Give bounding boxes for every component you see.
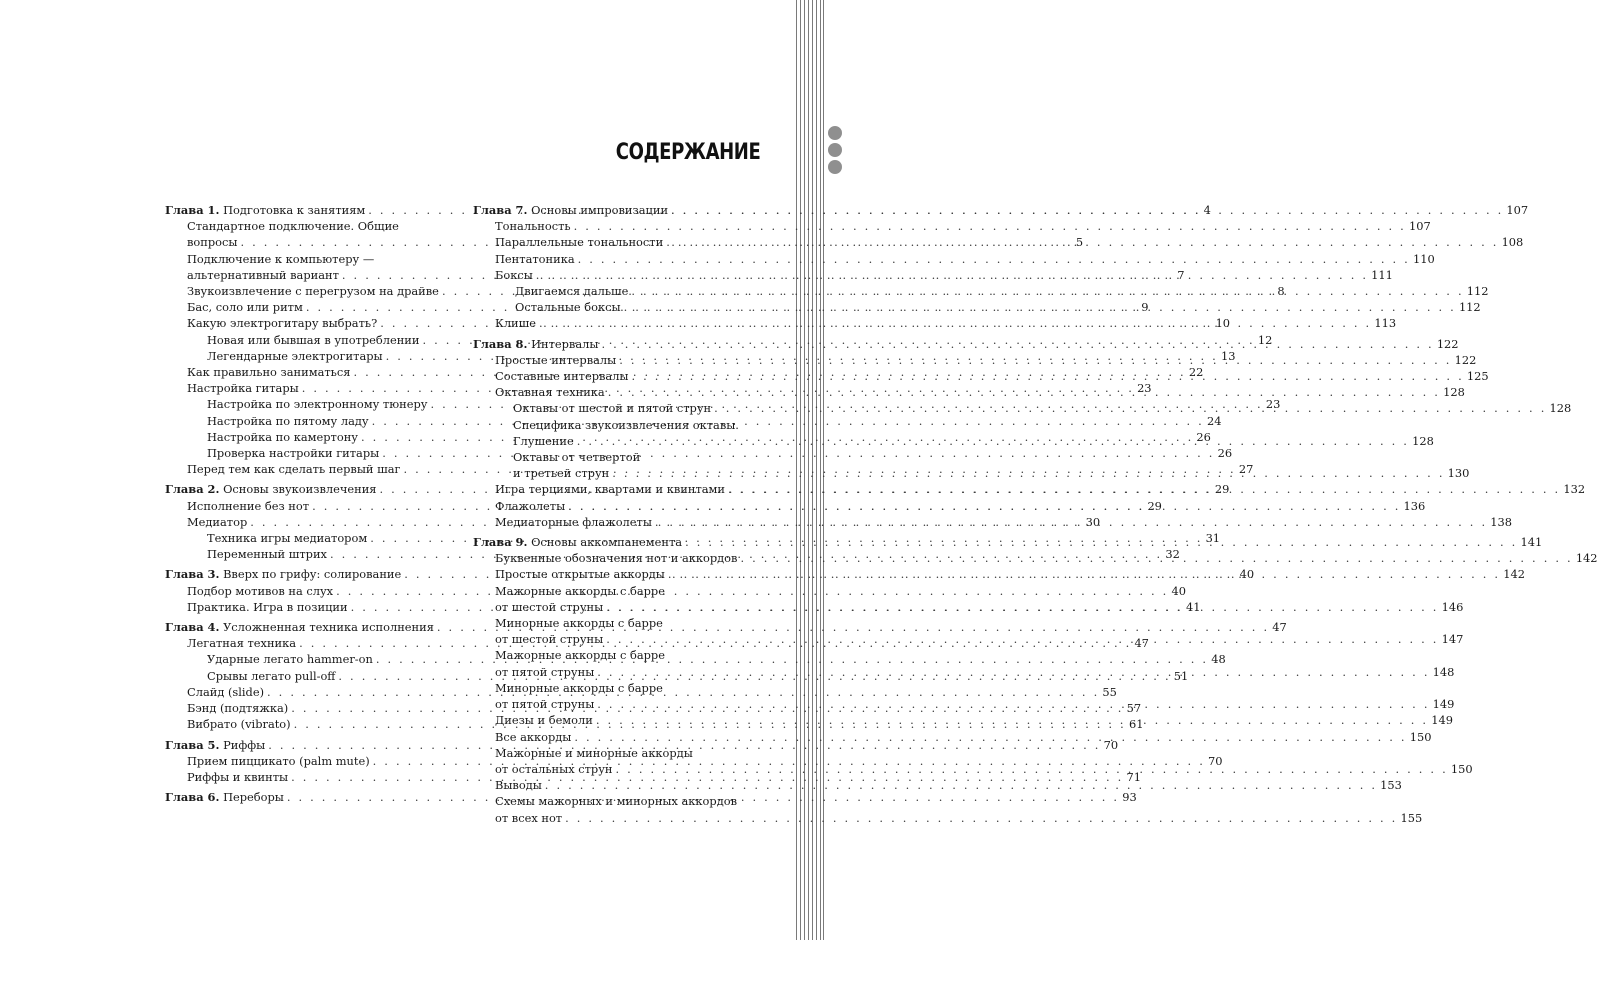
dot-leader [616,761,1448,777]
toc-entry-text: Подбор мотивов на слух [187,583,334,598]
page-number: 31 [1205,531,1221,546]
page-number: 48 [1211,652,1226,667]
toc-entry-title [495,777,542,793]
page-number: 55 [1102,684,1117,699]
toc-entry-text: Риффы [223,737,266,752]
toc-entry-text: Техника игры медиатором [207,531,368,546]
dot-leader [536,267,1368,283]
toc-entry-title [473,534,682,550]
toc-entry-title [187,583,333,599]
toc-entry-title [187,514,247,530]
toc-chapter-entry[interactable] [473,202,1529,218]
toc-entry-text: Риффы и квинты [187,769,289,784]
toc-entry-text: вопросы [187,235,238,250]
toc-entry-title [473,336,598,352]
toc-entry-text: от остальных струн [495,761,613,776]
toc-entry-text: Новая или бывшая в употреблении [207,332,420,347]
dot-leader [606,631,1438,647]
page-number: 112 [1458,300,1481,315]
toc-entry-title [495,315,536,331]
toc-entry-text: Медиатор [187,514,248,529]
dot-marker [828,126,842,140]
toc-entry-title-line: Мажорные и минорные аккорды [495,745,693,760]
page-number: 122 [1454,352,1477,367]
toc-entry-text: Прием пиццикато (palm mute) [187,753,370,768]
page-number: 27 [1238,462,1254,477]
page-number: 107 [1408,219,1431,234]
page-number: 122 [1436,336,1459,351]
dot-leader [606,599,1438,615]
toc-entry-title [207,668,335,684]
toc-entry-title [187,753,370,769]
toc-entry-title [495,712,593,728]
page-number: 128 [1549,401,1572,416]
toc-entry-text: от пятой струны [495,697,595,712]
page-number: 149 [1432,697,1455,712]
page-number: 9 [1141,300,1149,315]
toc-entry-title [187,267,339,283]
page-number: 40 [1239,567,1255,582]
page-number: 13 [1220,348,1236,363]
toc-entry-title [495,631,603,647]
page-number: 130 [1447,466,1470,481]
toc-entry-text: Легендарные электрогитары [207,348,383,363]
toc-entry-text: Диезы и бемоли [495,713,593,728]
toc-entry-text: Выводы [495,778,542,793]
toc-entry-title [207,348,383,364]
page-number: 128 [1443,385,1465,400]
toc-entry-text: Бас, соло или ритм [187,300,303,315]
page-number: 142 [1575,551,1598,566]
toc-entry-text: Тональность [495,219,571,234]
page-number: 61 [1129,717,1144,732]
toc-entry-title [165,481,376,497]
toc-entry-title [513,400,711,416]
page-number: 32 [1165,547,1180,562]
toc-entry-title [165,566,401,582]
page-number: 7 [1177,267,1185,282]
page-number: 70 [1103,737,1119,752]
toc-entry-text: Все аккорды [495,729,572,744]
toc-entry-title [187,599,348,615]
toc-entry-title [207,651,373,667]
toc-entry-text: Клише [495,316,536,331]
dot-leader [574,218,1406,234]
toc-entry[interactable] [473,615,1464,647]
toc-entry-title-line: Минорные аккорды с барре [495,616,663,631]
chapter-number: Глава 5. [165,737,220,752]
toc-entry-text: Простые открытые аккорды [495,567,665,582]
toc-entry-text: Как правильно заниматься [187,365,351,380]
dot-leader [714,400,1546,416]
dot-leader [612,465,1444,481]
page-number: 110 [1413,251,1435,266]
page-number: 128 [1412,433,1434,448]
page-number: 150 [1450,761,1473,776]
toc-entry-title-line: Минорные аккорды с барре [495,680,663,695]
toc-entry-title [187,498,309,514]
toc-entry-title-line: Специфика звукоизвлечения октавы. [513,417,739,432]
toc-entry-title [495,761,613,777]
toc-entry-text: Звукоизвлечение с перегрузом на драйве [187,284,439,299]
toc-entry-text: Октавы от шестой и пятой струн [513,401,712,416]
toc-entry-text: от всех нот [495,810,563,825]
chapter-number: Глава 4. [165,620,220,635]
toc-entry-title [187,461,400,477]
toc-chapter-entry[interactable] [473,336,1459,352]
toc-entry-text: от пятой струны [495,664,595,679]
chapter-number: Глава 6. [165,790,220,805]
toc-entry-text: Составные интервалы [495,369,629,384]
toc-entry-title-line: Мажорные аккорды с барре [495,583,665,598]
toc-entry[interactable] [473,251,1435,267]
dot-leader [574,729,1406,745]
toc-entry[interactable] [473,234,1524,250]
toc-entry-text: Исполнение без нот [187,498,310,513]
toc-entry-title [187,684,264,700]
dot-leader [624,299,1456,315]
toc-entry-title [187,364,350,380]
dot-marker [828,143,842,157]
toc-entry-text: Параллельные тональности [495,235,664,250]
toc-entry-title [495,368,629,384]
page-number: 146 [1441,599,1464,614]
toc-entry-title [187,234,237,250]
toc-entry-title-line: Подключение к компьютеру — [187,251,375,266]
page-number: 47 [1272,620,1287,635]
page-number: 12 [1257,332,1273,347]
toc-entry-text: Ударные легато hammer-on [207,652,373,667]
page-number: 23 [1137,381,1152,396]
page-number: 107 [1506,203,1529,217]
toc-entry-title-line: Стандартное подключение. Общие [187,219,399,234]
chapter-number: Глава 1. [165,203,220,217]
page-number: 57 [1126,701,1142,716]
toc-entry-title [495,352,616,368]
dot-leader [597,664,1429,680]
dot-leader [596,712,1428,728]
page-number: 47 [1134,636,1149,651]
page-number: 23 [1265,397,1281,412]
dot-leader [632,368,1464,384]
dot-leader [578,251,1410,267]
toc-entry-text: Какую электрогитару выбрать? [187,316,378,331]
page-number: 22 [1188,365,1204,380]
dot-leader [631,283,1463,299]
toc-entry-text: Октавная техника [495,385,605,400]
page-number: 113 [1374,316,1397,331]
toc-entry-text: Настройка гитары [187,381,299,396]
chapter-number: Глава 2. [165,482,220,497]
toc-entry-text: Основы аккомпанемента [531,535,683,550]
dot-leader [619,352,1451,368]
toc-entry-title [515,283,628,299]
page-number: 149 [1431,713,1453,728]
chapter-number: Глава 8. [473,336,528,351]
toc-entry-title [513,433,574,449]
toc-entry-title [207,530,367,546]
toc-entry-title [187,769,288,785]
page-number: 4 [1203,203,1211,217]
toc-entry-title [495,696,594,712]
toc-entry-title [495,599,603,615]
toc-entry-title [207,396,427,412]
page-number: 8 [1277,284,1285,299]
toc-entry-title [495,251,575,267]
page-number: 71 [1126,769,1141,784]
toc-entry-title [187,299,303,315]
toc-entry-text: Проверка настройки гитары [207,446,380,461]
toc-entry-title [513,465,609,481]
dot-marker [828,160,842,174]
chapter-number: Глава 3. [165,567,220,582]
toc-entry-title [495,514,652,530]
toc-entry-title [165,619,434,635]
toc-entry-title-line: Мажорные аккорды с барре [495,648,665,663]
page-number: 70 [1208,753,1223,768]
page-number: 40 [1171,583,1186,598]
page-number: 125 [1466,369,1489,384]
page-title: СОДЕРЖАНИЕ [615,140,760,165]
section-dots [828,126,842,177]
toc-entry-title [187,700,288,716]
page-number: 141 [1520,535,1543,550]
page-number: 24 [1207,413,1222,428]
toc-entry-title [473,202,668,218]
toc-entry-text: Практика. Игра в позиции [187,599,348,614]
toc-entry-title [495,810,562,826]
toc-entry-text: Двигаемся дальше [515,284,629,299]
page-number: 138 [1490,514,1513,529]
page-number: 147 [1441,632,1464,647]
page-number: 136 [1403,498,1426,513]
toc-entry-text: Основы звукоизвлечения [223,482,377,497]
page-number: 112 [1466,284,1489,299]
toc-entry-title [187,716,291,732]
toc-entry-title [495,481,725,497]
toc-entry-title [207,413,369,429]
chapter-number: Глава 7. [473,203,528,217]
toc-entry-text: Бэнд (подтяжка) [187,701,289,716]
toc-entry-text: Переменный штрих [207,547,327,562]
toc-entry-text: Простые интервалы [495,352,617,367]
toc-entry-text: Вверх по грифу: солирование [223,567,402,582]
toc-entry-title [515,299,621,315]
toc-entry-text: и третьей струн [513,466,610,481]
dot-leader [728,481,1560,497]
toc-entry-text: Перед тем как сделать первый шаг [187,462,401,477]
dot-leader [668,566,1500,582]
toc-entry-title [495,550,737,566]
page-number: 10 [1215,316,1231,331]
toc-entry-title [187,315,377,331]
page-number: 26 [1217,446,1233,461]
toc-entry[interactable] [165,769,1141,785]
toc-entry-text: альтернативный вариант [187,267,339,282]
toc-entry-text: Игра терциями, квартами и квинтами [495,482,725,497]
toc-entry-text: Буквенные обозначения нот и аккордов [495,551,738,566]
toc-entry-text: Срывы легато pull-off [207,668,336,683]
toc-entry-text: Боксы [495,267,533,282]
toc-entry-title [207,445,379,461]
dot-leader [539,315,1371,331]
toc-entry-text: Слайд (slide) [187,684,265,699]
page-number: 132 [1563,482,1586,497]
toc-entry-title [207,429,358,445]
dot-leader [597,696,1429,712]
toc-entry-text: Настройка по пятому ладу [207,413,369,428]
toc-entry-title [187,380,299,396]
toc-entry-text: Медиаторные флажолеты [495,514,652,529]
toc-entry-text: Легатная техника [187,636,297,651]
dot-leader [568,498,1400,514]
toc-entry-title-line: Схемы мажорных и минорных аккордов [495,794,737,809]
toc-entry-title [165,202,365,218]
toc-entry-title [207,546,327,562]
dot-leader [666,234,1498,250]
toc-entry-text: Настройка по электронному тюнеру [207,397,428,412]
toc-entry-title [165,737,265,753]
toc-entry-text: Пентатоника [495,251,575,266]
toc-entry-text: от шестой струны [495,632,604,647]
toc-entry-title [495,267,533,283]
dot-leader [740,550,1572,566]
page-number: 93 [1122,790,1137,805]
toc-entry-title-line: Октавы от четвертой [513,450,641,465]
toc-entry-text: Подготовка к занятиям [223,203,366,217]
toc-entry-text: Переборы [223,790,284,805]
page-number: 108 [1501,235,1524,250]
page-number: 41 [1185,599,1201,614]
toc-entry-title [165,789,284,805]
page-number: 111 [1371,267,1393,282]
toc-entry-text: Остальные боксы [515,300,621,315]
toc-entry[interactable] [473,777,1402,793]
dot-leader [601,336,1433,352]
toc-entry-title [495,384,605,400]
toc-entry[interactable] [473,267,1393,283]
dot-leader [685,534,1517,550]
page-number: 51 [1173,668,1189,683]
page-number: 155 [1400,810,1423,825]
toc-entry-title [495,664,594,680]
toc-entry[interactable] [473,218,1431,234]
toc-entry-text: Усложненная техника исполнения [223,620,434,635]
dot-leader [545,777,1377,793]
toc-entry-text: Основы импровизации [531,203,669,217]
toc-entry[interactable] [473,299,1481,315]
toc-entry-title [495,498,565,514]
toc-entry-title [495,729,571,745]
page-number: 29 [1214,482,1230,497]
dot-leader [565,810,1397,826]
toc-entry-text: от шестой струны [495,599,604,614]
page-number: 150 [1409,729,1432,744]
page-number: 148 [1432,664,1455,679]
dot-leader [577,433,1409,449]
toc-entry-title [495,234,663,250]
page-number: 142 [1503,567,1525,582]
dot-leader [608,384,1440,400]
toc-entry-title [187,635,296,651]
page-number: 26 [1196,429,1211,444]
toc-entry-title [187,283,439,299]
page-number: 5 [1075,235,1084,250]
toc-entry-text: Настройка по камертону [207,429,359,444]
toc-entry-text: Интервалы [531,336,599,351]
toc-entry-title [495,566,665,582]
chapter-number: Глава 9. [473,535,528,550]
dot-leader [671,202,1503,218]
dot-leader [655,514,1487,530]
page-number: 30 [1085,514,1101,529]
toc-entry[interactable] [473,283,1489,299]
toc-entry-title [207,332,420,348]
page-number: 153 [1380,778,1402,793]
toc-entry-text: Флажолеты [495,498,566,513]
page-number: 29 [1147,498,1162,513]
toc-entry-title [495,218,571,234]
toc-entry-text: Вибрато (vibrato) [187,717,291,732]
toc-entry-text: Глушение [513,433,574,448]
